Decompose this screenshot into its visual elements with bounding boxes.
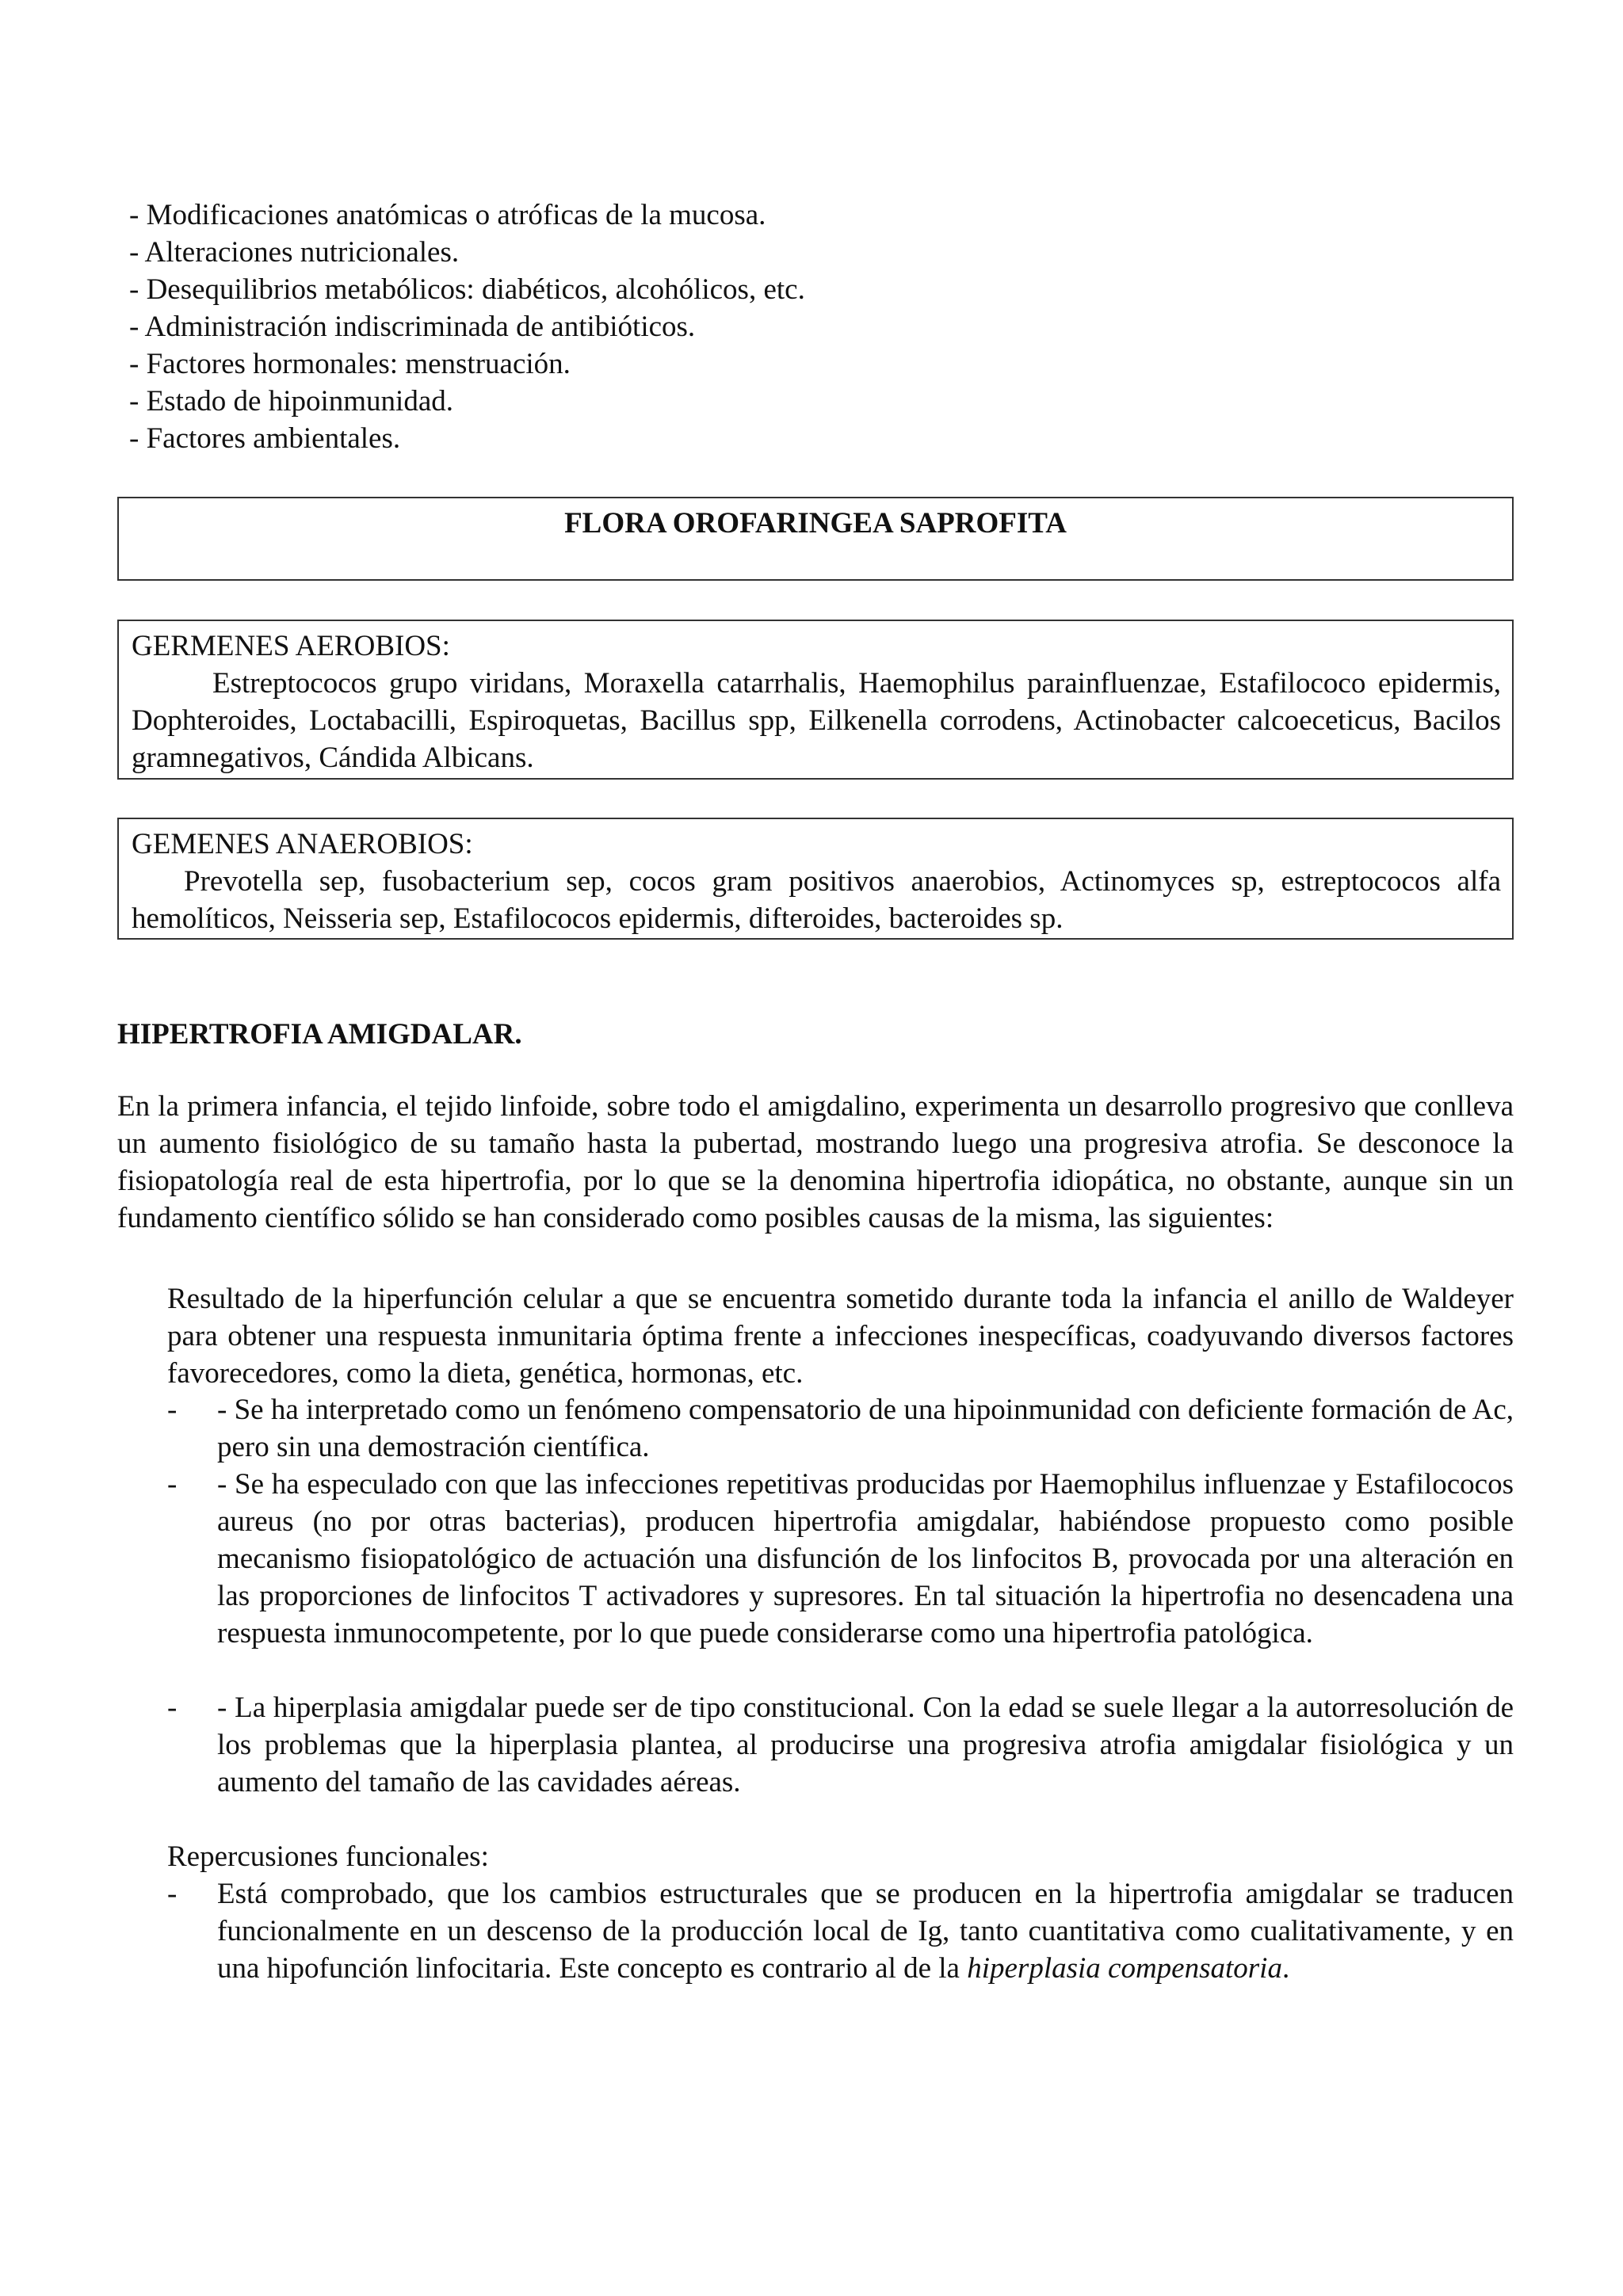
- intro-paragraph: En la primera infancia, el tejido linfoide, sobre todo el amigdalino, experimenta un desarrollo progresivo que conlleva un aumento fisiológico de su tamaño hasta la pubertad, mostrando luego una progresiva atrofia. Se desconoce la fisiopatología real de esta hipertrofia, por lo que se la denomina hipertrofia idiopática, no obstante, aunque sin un fundamento científico sólido se han considerado como posibles causas de la misma, las siguientes:: [117, 1090, 1514, 1234]
- section-heading: HIPERTROFIA AMIGDALAR.: [117, 1018, 522, 1051]
- aerobios-heading: GERMENES AEROBIOS:: [132, 630, 450, 662]
- list-dash: -: [167, 1394, 178, 1426]
- list-item: - Factores ambientales.: [129, 422, 401, 455]
- list-item: - Alteraciones nutricionales.: [129, 236, 460, 269]
- anaerobios-box: [117, 818, 1514, 940]
- list-item: - Factores hormonales: menstruación.: [129, 348, 571, 380]
- predisposing-factors-list: [129, 196, 1476, 457]
- repercusiones-end: .: [1281, 1952, 1290, 1985]
- cause-text: - Se ha especulado con que las infecciones repetitivas producidas por Haemophilus influenzae y Estafilococos aureus (no por otras bacterias), producen hipertrofia amigdalar, habiéndose propuesto como posible mecanismo fisiopatológico de actuación una disfunción de los linfocitos B, provocada por una alteración en las proporciones de linfocitos T activadores y supresores. En tal situación la hipertrofia no desencadena una respuesta inmunocompetente, por lo que puede considerarse como una hipertrofia patológica.: [217, 1468, 1514, 1650]
- repercusiones-italic-term: hiperplasia compensatoria: [967, 1952, 1282, 1985]
- cause-text: - Se ha interpretado como un fenómeno compensatorio de una hipoinmunidad con deficiente formación de Ac, pero sin una demostración científica.: [217, 1394, 1514, 1463]
- list-dash: -: [167, 1468, 178, 1501]
- resultado-paragraph: Resultado de la hiperfunción celular a que se encuentra sometido durante toda la infancia el anillo de Waldeyer para obtener una respuesta inmunitaria óptima frente a infecciones inespecíficas, coadyuvando diversos factores favorecedores, como la dieta, genética, hormonas, etc.: [167, 1283, 1514, 1390]
- anaerobios-body: Prevotella sep, fusobacterium sep, cocos gram positivos anaerobios, Actinomyces sp, estreptococos alfa hemolíticos, Neisseria sep, Estafilococos epidermis, difteroides, bacteroides sp.: [132, 865, 1501, 935]
- list-item: - Modificaciones anatómicas o atróficas de la mucosa.: [129, 199, 766, 231]
- list-item: - Estado de hipoinmunidad.: [129, 385, 453, 418]
- aerobios-body: Estreptococos grupo viridans, Moraxella catarrhalis, Haemophilus parainfluenzae, Estafilococo epidermis, Dophteroides, Loctabacilli, Espiroquetas, Bacillus spp, Eilkenella corrodens, Actinobacter calcoeceticus, Bacilos gramnegativos, Cándida Albicans.: [132, 667, 1501, 774]
- aerobios-box: [117, 620, 1514, 780]
- flora-title-box: [117, 497, 1514, 581]
- repercusiones-main-text: Está comprobado, que los cambios estructurales que se producen en la hipertrofia amigdalar se traducen funcionalmente en un descenso de la producción local de Ig, tanto cuantitativa como cualitativamente, y en una hipofunción linfocitaria. Este concepto es contrario al de la: [217, 1878, 1514, 1985]
- flora-title: FLORA OROFARINGEA SAPROFITA: [564, 507, 1067, 540]
- repercusiones-heading: Repercusiones funcionales:: [167, 1840, 489, 1873]
- cause-text: - La hiperplasia amigdalar puede ser de tipo constitucional. Con la edad se suele llegar a la autorresolución de los problemas que la hiperplasia plantea, al producirse una progresiva atrofia amigdalar fisiológica y un aumento del tamaño de las cavidades aéreas.: [217, 1691, 1514, 1798]
- list-item: - Administración indiscriminada de antibióticos.: [129, 311, 696, 343]
- list-item: - Desequilibrios metabólicos: diabéticos, alcohólicos, etc.: [129, 273, 805, 306]
- anaerobios-heading: GEMENES ANAEROBIOS:: [132, 828, 473, 860]
- list-dash: -: [167, 1878, 178, 1910]
- repercusiones-text: [217, 1875, 1514, 1987]
- list-dash: -: [167, 1691, 178, 1724]
